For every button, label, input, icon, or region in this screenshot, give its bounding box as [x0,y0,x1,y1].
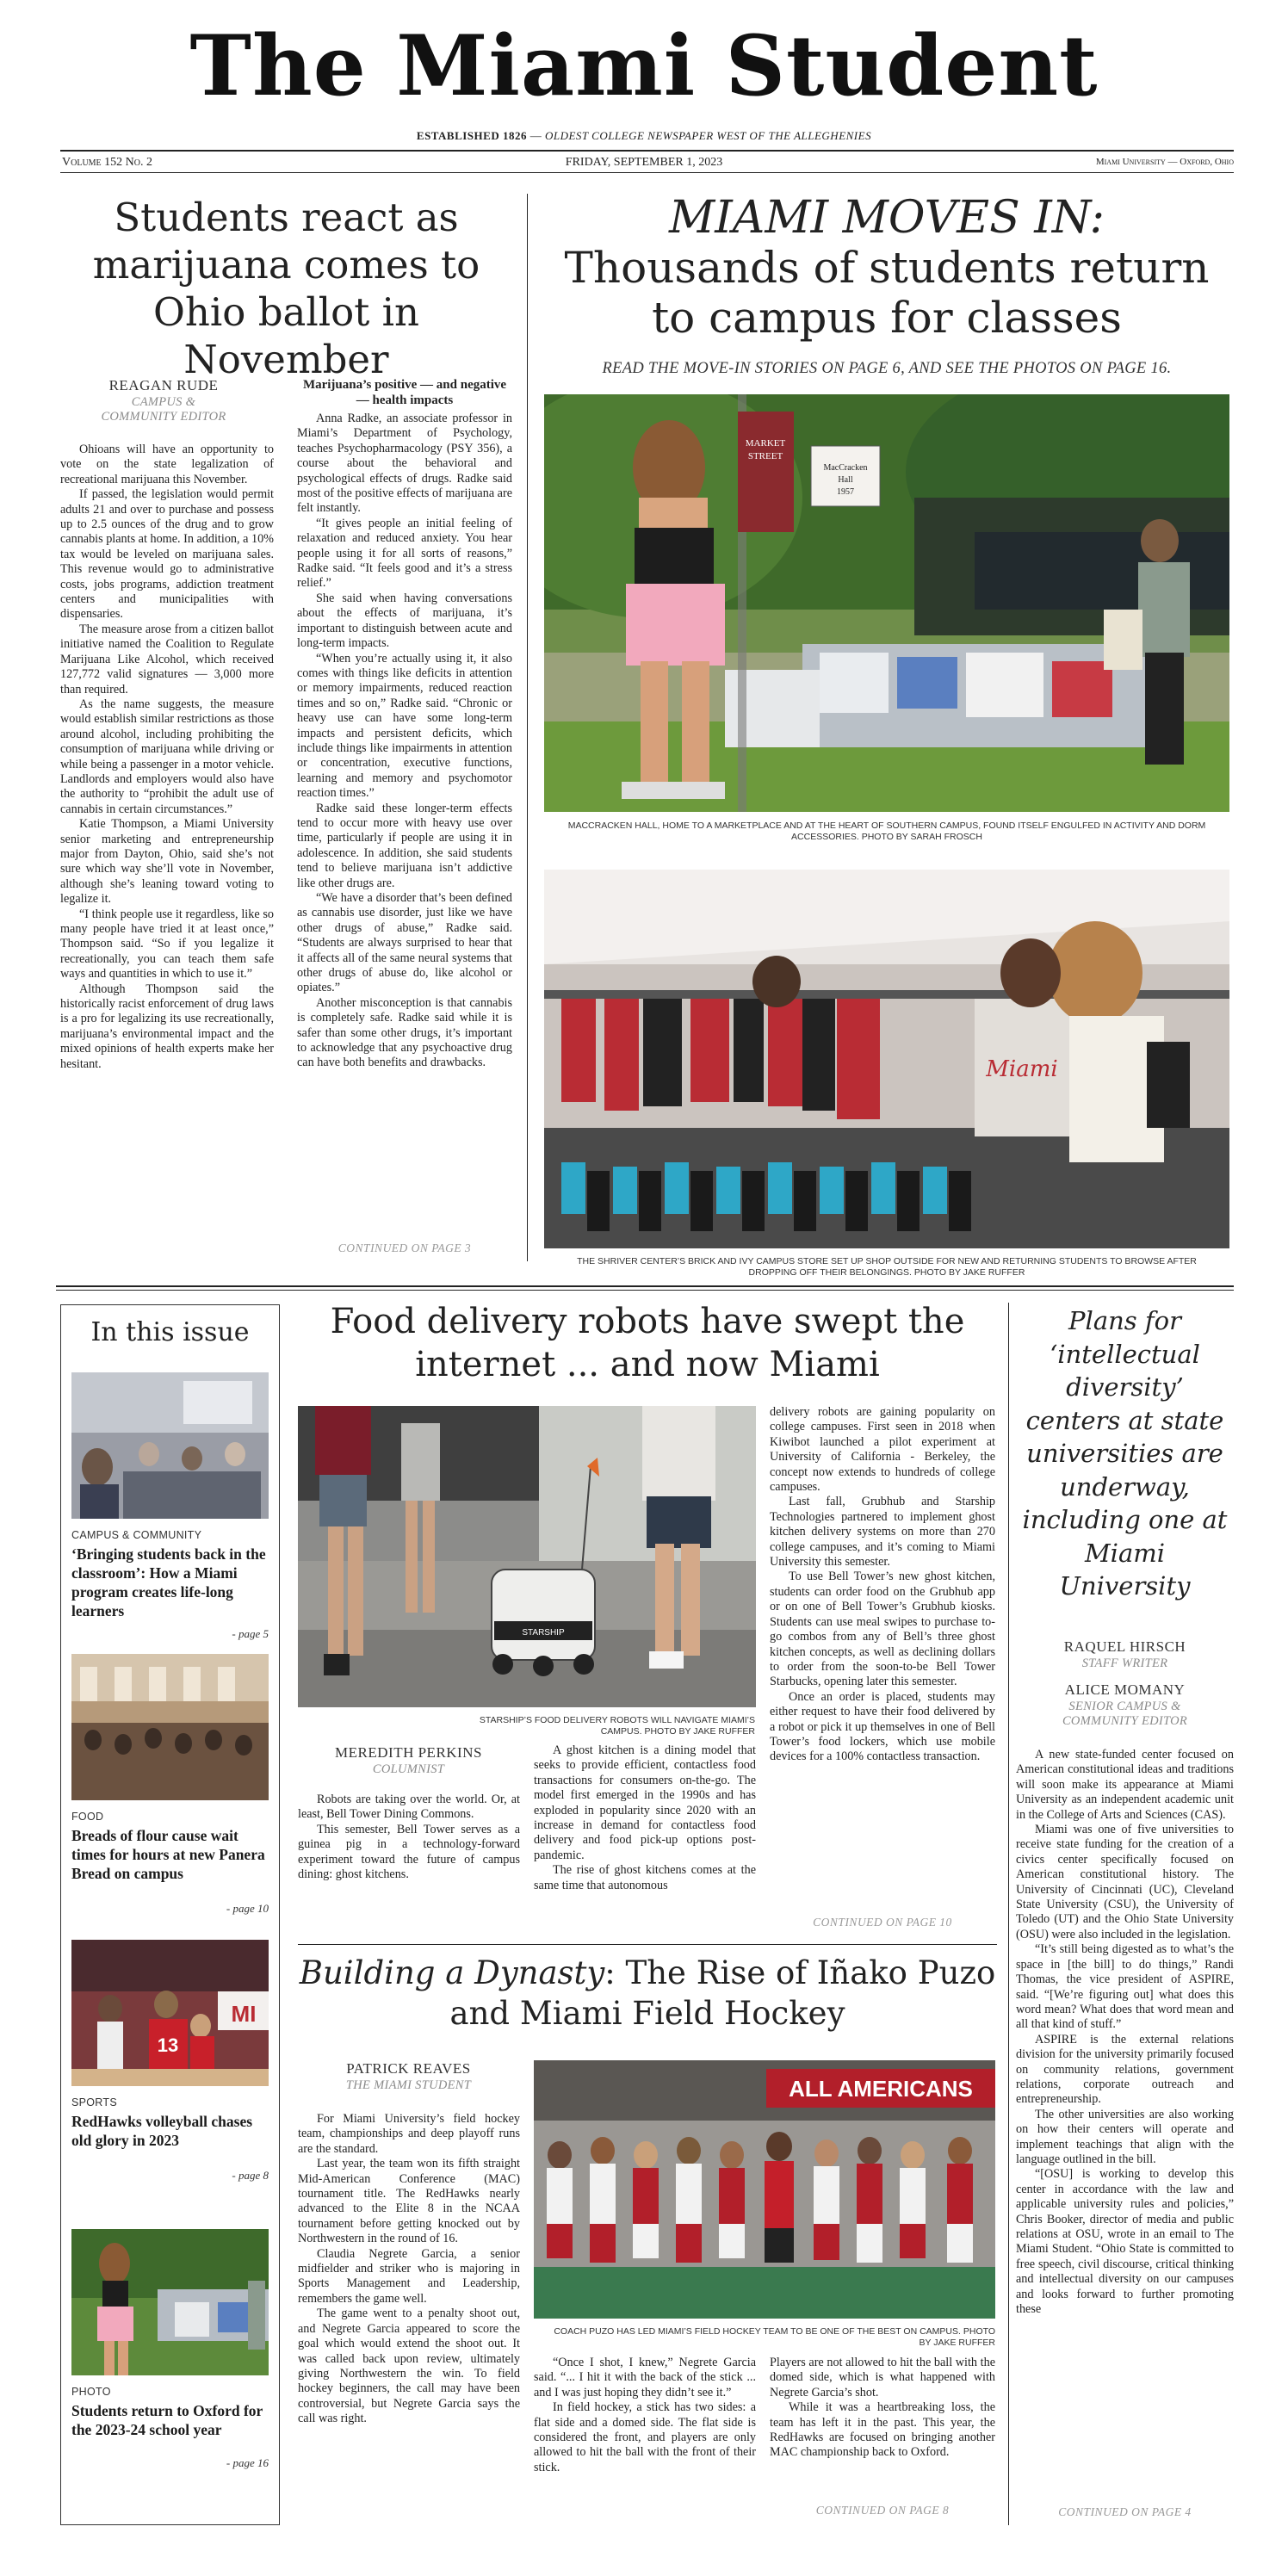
robots-hockey-rule [298,1944,997,1945]
movein-photo-maccracken[interactable] [544,394,1229,812]
marijuana-col2 [297,377,512,1071]
paragraph: In field hockey, a stick has two sides: a flat side and a domed side. The flat side is considered the front, and players are only allowed to hit the ball with the front of their stick. [534,2400,756,2474]
hockey-caption: COACH PUZO HAS LED MIAMI’S FIELD HOCKEY TEAM TO BE ONE OF THE BEST ON CAMPUS. PHOTO BY JAKE RUFFER [554,2326,995,2348]
marijuana-article [60,194,512,1266]
hockey-author: PATRICK REAVES [346,2060,471,2077]
paragraph: She said when having conversations about the effects of marijuana, it’s important to distinguish between acute and long-term impacts. [297,591,512,651]
robots-photo[interactable] [298,1406,756,1707]
issue-item-page: - page 16 [226,2456,269,2469]
column-divider [527,194,528,1261]
paragraph: If passed, the legislation would permit adults 21 and over to purchase and possess up to 2.5 ounces of the drug and to grow cannabis plants at home. In addition, a 10% tax would be leveled on marijuana sales. This revenue would go to administrative costs, jobs programs, addiction treatment centers and municipalities with dispensaries. [60,487,274,622]
marijuana-continued-link[interactable]: CONTINUED ON PAGE 3 [337,1242,472,1254]
movein-caption-1: MACCRACKEN HALL, HOME TO A MARKETPLACE AND AT THE HEART OF SOUTHERN CAMPUS, FOUND ITSELF ENGULFED IN ACTIVITY AND DORM ACCESSORIES. PHOTO BY SARAH FROSCH [567,820,1206,842]
paragraph: The other universities are also working on how their centers will operate and implement teachings that align with the language outlined in the bill. [1016,2107,1234,2166]
diversity-author-1: RAQUEL HIRSCH [1063,1638,1186,1655]
paragraph: Although Thompson said the historically racist enforcement of drug laws is a pro for legalizing its use recreationally, marijuana’s environmental impact and the mixed opinions of health experts make her hesitant. [60,981,274,1071]
diversity-body [1016,1748,1234,2317]
sign-market-street: MARKET [745,438,786,449]
hockey-article [294,1953,1000,2538]
paragraph: Once an order is placed, students may either request to have their food delivered by a robot or pick it up themselves in one of Bell Tower’s food lockers, which use mobile devices for a 100% contactless transaction. [770,1689,995,1764]
section-rule-2 [56,1290,1234,1291]
issue-item-title: RedHawks volleyball chases old glory in 2023 [71,2113,253,2149]
hockey-col3 [770,2356,995,2461]
paragraph: “We have a disorder that’s been defined as cannabis use disorder, just like we have other drugs of abuse,” Radke said. “Students are always surprised to hear that it affects all of the same neural systems that other drugs of abuse do, like alcohol or opiates.” [297,891,512,995]
movein-kicker: MIAMI MOVES IN: [669,192,1105,244]
paragraph: Another misconception is that cannabis is completely safe. Radke said while it is safer than some other drugs, it’s important to acknowledge that any psychoactive drug can have both benefits and drawbacks. [297,995,512,1070]
sign-maccracken: MacCracken [823,463,868,473]
location-label: Miami University — Oxford, Ohio [1095,157,1234,167]
movein-headline[interactable]: Thousands of students return to campus for classes [564,243,1210,343]
robots-col3 [770,1405,995,1765]
paragraph: While it was a heartbreaking loss, the team has left it in the past. This year, the RedHawks are focused on bringing another MAC championship back to Oxford. [770,2400,995,2460]
date-label: FRIDAY, SEPTEMBER 1, 2023 [565,156,723,169]
tagline-dash: — [529,129,545,142]
issue-item[interactable] [71,2229,269,2517]
diversity-author-2: ALICE MOMANY [1064,1681,1186,1698]
masthead-rule-top [60,150,1234,152]
paragraph: Katie Thompson, a Miami University senior marketing and entrepreneurship major from Dayton, Ohio, said she’s not sure which way she’ll vote in November, although she’s leaning toward voting to legalize it. [60,817,274,907]
issue-item-category: CAMPUS & COMMUNITY [71,1529,202,1541]
movein-deck: READ THE MOVE-IN STORIES ON PAGE 6, AND SEE THE PHOTOS ON PAGE 16. [602,360,1172,377]
masthead-rule-bottom [60,172,1234,173]
paragraph: A ghost kitchen is a dining model that seeks to provide efficient, contactless food transactions for consumers on-the-go. The model first emerged in the 1990s and has exploded in popularity since 2020 with an increase in demand for contactless food delivery and food pick-up options post-pandemic. [534,1743,756,1862]
robots-col1 [298,1793,520,1882]
issue-item-title: Breads of flour cause wait times for hours at new Panera Bread on campus [71,1827,265,1882]
issue-photo-volleyball [71,1940,269,2086]
robots-article [294,1300,1000,1929]
hockey-headline-rest: : The Rise of Iñako Puzo and Miami Field Hockey [449,1954,996,2032]
banner-mi-text: MI [231,2001,257,2027]
marijuana-subhead: Marijuana’s positive — and negative — health impacts [302,378,507,407]
paragraph: Ohioans will have an opportunity to vote on the state legalization of recreational marijuana this November. [60,443,274,486]
hockey-headline[interactable] [294,1953,1000,2034]
paragraph: To use Bell Tower’s new ghost kitchen, students can order food on the Grubhub app or on one of Bell Tower’s Grubhub kiosks. Students can use meal swipes to purchase to-go combos from any of Bell’s three ghost kitchen concepts, as well as declining dollars to order from the soon-to-be Bell Tower Starbucks, opening later this semester. [770,1570,995,1689]
paragraph: “When you’re actually using it, it also comes with things like deficits in attention or memory impairments, reduced reaction times and so on,” Radke said. “Chronic or heavy use can have some long-term impacts and persistent deficits, which include things like impairments in attention or concentration, executive functions, learning and memory and psychomotor reaction times.” [297,651,512,801]
paragraph: As the name suggests, the measure would establish similar restrictions as those around alcohol, including prohibiting the consumption of marijuana while driving or while being a passenger in a motor vehicle. Landlords and employers would also have the authority to “prohibit the adult use of cannabis in certain circumstances.” [60,697,274,816]
paragraph: “I think people use it regardless, like so many people have tried it at least once,” Thompson said. “So if you legalize it recreationally, you can teach them safe ways and quantities in which to use it.” [60,907,274,981]
paragraph: Last year, the team won its fifth straight Mid-American Conference (MAC) tournament title. The RedHawks nearly advanced to the Elite 8 in the NCAA tournament before getting knocked out by Northwestern in the round of 16. [298,2157,520,2246]
issue-photo-classroom [71,1372,269,1519]
svg-text:Hall: Hall [838,475,853,485]
masthead-title: The Miami Student [189,17,1099,115]
hockey-author-role: THE MIAMI STUDENT [345,2078,472,2092]
issue-item-category: SPORTS [71,2096,117,2108]
paragraph: “Once I shot, I knew,” Negrete Garcia said. “... I hit it with the back of the stick ... and I was just hoping they didn’t see it.” [534,2356,756,2400]
diversity-headline[interactable]: Plans for ‘intellectual diversity’ centers at state universities are underway, including one at Miami University [1022,1306,1228,1601]
paragraph: The measure arose from a citizen ballot initiative named the Coalition to Regulate Marijuana Like Alcohol, which received 127,772 valid signatures — 3,000 more than required. [60,622,274,697]
masthead [0,0,1288,185]
issue-photo-movein [71,2229,269,2375]
marijuana-author-role: CAMPUS & COMMUNITY EDITOR [101,395,226,424]
hockey-col2 [534,2356,756,2475]
robot-label: STARSHIP [522,1628,565,1638]
established-label: ESTABLISHED 1826 [416,129,527,142]
robots-col2 [534,1743,756,1893]
paragraph: ASPIRE is the external relations division for the university primarily focused on community relations, government relations, corporate outreach and entrepreneurship. [1016,2032,1234,2107]
paragraph: For Miami University’s field hockey team, championships and deep playoff runs are the standard. [298,2112,520,2156]
paragraph: “[OSU] is working to develop this center in accordance with the law and applicable university rules and policies,” Chris Booker, director of media and public relations at OSU, wrote in an email to The Miami Student. “Ohio State is committed to free speech, civil discourse, critical thinking and intellectual diversity on our campuses and looks forward to further promoting these [1016,2167,1234,2317]
in-this-issue-title: In this issue [90,1317,250,1347]
hockey-continued-link[interactable]: CONTINUED ON PAGE 8 [815,2504,950,2517]
right-column-divider [1008,1303,1009,2525]
hockey-banner-text: ALL AMERICANS [789,2076,973,2102]
movein-photo-campus-store[interactable] [544,870,1229,1248]
svg-text:1957: 1957 [837,487,854,497]
robots-author: MEREDITH PERKINS [335,1744,482,1761]
issue-item-category: PHOTO [71,2386,111,2398]
svg-text:STREET: STREET [747,451,783,461]
marijuana-author: REAGAN RUDE [108,377,219,393]
diversity-author-1-role: STAFF WRITER [1081,1656,1168,1670]
diversity-article [1016,1304,1234,2536]
hockey-photo[interactable] [534,2060,995,2319]
issue-item-title: Students return to Oxford for the 2023-24 school year [71,2402,263,2438]
paragraph: “It’s still being digested as to what’s the space in [the bill] to do things,” Randi Thomas, the vice president of ASPIRE, said. “[We’re figuring out] what does this word mean? What does that word mean and all that kind of stuff.” [1016,1942,1234,2032]
issue-item[interactable] [71,1654,269,1934]
shirt-miami-text: Miami [986,1056,1058,1082]
issue-item-page: - page 8 [232,2169,269,2182]
paragraph: The rise of ghost kitchens comes at the same time that autonomous [534,1863,756,1892]
movein-caption-2: THE SHRIVER CENTER’S BRICK AND IVY CAMPUS STORE SET UP SHOP OUTSIDE FOR NEW AND RETURNING STUDENTS TO BROWSE AFTER DROPPING OFF THEIR BELONGINGS. PHOTO BY JAKE RUFFER [577,1256,1197,1278]
paragraph: This semester, Bell Tower serves as a guinea pig in a technology-forward experiment toward the future of campus dining: ghost kitchens. [298,1822,520,1882]
paragraph: The game went to a penalty shoot out, and Negrete Garcia appeared to score the goal which would extend the shoot out. It was called back upon review, ultimately giving Northwestern the win. To field hockey beginners, the call may have been controversial, but Negrete Garcia says the call was right. [298,2307,520,2426]
issue-photo-panera [71,1654,269,1800]
marijuana-headline[interactable]: Students react as marijuana comes to Ohio ballot in November [92,195,480,382]
paragraph: delivery robots are gaining popularity on college campuses. First seen in 2018 when Kiwibot launched a pilot experiment at University of California - Berkeley, the concept now extends to hundreds of college campuses. [770,1405,995,1495]
paragraph: A new state-funded center focused on American constitutional ideas and traditions will soon make its appearance at Miami University as an independent academic unit in the College of Arts and Sciences (CAS). [1016,1748,1234,1822]
paragraph: Players are not allowed to hit the ball with the domed side, which is what happened with Negrete Garcia’s shot. [770,2356,995,2400]
section-rule-1 [56,1285,1234,1287]
paragraph: Miami was one of five universities to receive state funding for the creation of a civics center specifically focused on American constitutional history. The University of Cincinnati (UC), Cleveland State University (CSU), the University of Toledo (UT) and the Ohio State University (OSU) were also included in the legislation. [1016,1823,1234,1941]
marijuana-col1 [60,443,274,1072]
paragraph: Radke said these longer-term effects tend to occur more with heavy use over time, particularly if people are using it in adolescence. In addition, she said students tend to believe marijuana isn’t addictive like other drugs are. [297,801,512,890]
issue-item-page: - page 10 [226,1902,269,1915]
issue-item-category: FOOD [71,1811,104,1823]
paragraph: Claudia Negrete Garcia, a senior midfielder and striker who is majoring in Sports Management and Leadership, remembers the game well. [298,2246,520,2306]
movein-article [542,191,1231,1276]
hockey-col1 [298,2112,520,2427]
robots-caption: STARSHIP’S FOOD DELIVERY ROBOTS WILL NAVIGATE MIAMI’S CAMPUS. PHOTO BY JAKE RUFFER [479,1715,755,1737]
issue-item[interactable] [71,1940,269,2220]
issue-item-page: - page 5 [232,1627,269,1640]
paragraph: Anna Radke, an associate professor in Miami’s Department of Psychology, teaches Psychopharmacology (PSY 356), a course about the behavioral and psychological effects of drugs. Radke said most of the positive effects of marijuana are felt instantly. [297,412,512,516]
paragraph: Last fall, Grubhub and Starship Technologies partnered to implement ghost kitchen delivery systems on more than 270 college campuses, and it’s coming to Miami University this semester. [770,1495,995,1570]
in-this-issue-panel [60,1304,280,2525]
hockey-headline-italic: Building a Dynasty [299,1954,605,1991]
robots-continued-link[interactable]: CONTINUED ON PAGE 10 [813,1916,952,1929]
diversity-continued-link[interactable]: CONTINUED ON PAGE 4 [1058,2505,1192,2518]
issue-item[interactable] [71,1372,269,1652]
volume-label: Volume 152 No. 2 [62,156,152,169]
diversity-author-2-role: SENIOR CAMPUS & COMMUNITY EDITOR [1062,1700,1188,1728]
robots-author-role: COLUMNIST [372,1762,445,1776]
robots-headline[interactable]: Food delivery robots have swept the internet ... and now Miami [330,1302,965,1384]
paragraph: “It gives people an initial feeling of relaxation and reduced anxiety. You hear people using it for all sorts of reasons,” Radke said. “It feels good and it’s a stress relief.” [297,516,512,591]
tagline-text: OLDEST COLLEGE NEWSPAPER WEST OF THE ALLEGHENIES [544,129,872,142]
paragraph: Robots are taking over the world. Or, at least, Bell Tower Dining Commons. [298,1793,520,1822]
masthead-tagline [0,129,1288,143]
jersey-number: 13 [157,2034,179,2056]
issue-item-title: ‘Bringing students back in the classroom’: How a Miami program creates life-long learners [71,1545,266,1619]
